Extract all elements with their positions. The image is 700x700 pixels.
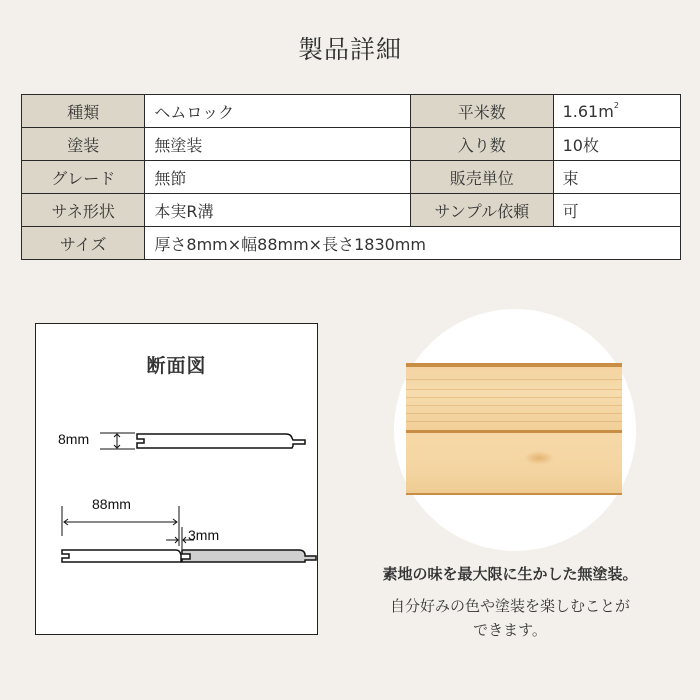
table-row xyxy=(22,95,681,128)
value-cell: 本実R溝 xyxy=(145,194,411,227)
value-cell: 10枚 xyxy=(553,128,680,161)
width-label: 88mm xyxy=(92,496,131,512)
thickness-label: 8mm xyxy=(58,431,90,447)
cross-section-drawing xyxy=(36,324,319,636)
value-cell: 束 xyxy=(553,161,680,194)
area-value: 1.61m xyxy=(562,102,614,121)
value-cell: 厚さ8mm×幅88mm×長さ1830mm xyxy=(145,227,681,260)
wood-board-top xyxy=(406,367,622,430)
board-profile xyxy=(137,434,305,448)
wood-panel-photo xyxy=(406,363,622,495)
label-cell: 入り数 xyxy=(411,128,554,161)
page-title: 製品詳細 xyxy=(297,35,402,64)
label-cell: 塗装 xyxy=(22,128,145,161)
wood-knot xyxy=(524,451,554,465)
value-cell xyxy=(553,95,680,128)
label-cell: 平米数 xyxy=(411,95,554,128)
label-cell: 販売単位 xyxy=(411,161,554,194)
value-cell: 可 xyxy=(553,194,680,227)
value-cell: ヘムロック xyxy=(145,95,411,128)
groove-line xyxy=(406,493,622,495)
label-cell: グレード xyxy=(22,161,145,194)
diagram-title: 断面図 xyxy=(146,355,207,377)
board-right xyxy=(182,550,316,562)
value-cell: 無節 xyxy=(145,161,411,194)
spec-table xyxy=(21,94,681,260)
table-row-size xyxy=(22,227,681,260)
caption-body xyxy=(340,594,680,642)
caption-line-2: できます。 xyxy=(473,621,547,639)
table-row xyxy=(22,194,681,227)
gap-label: 3mm xyxy=(188,527,220,543)
wood-board-bottom xyxy=(406,433,622,495)
cross-section-diagram xyxy=(35,323,318,635)
caption-headline: 素地の味を最大限に生かした無塗装。 xyxy=(382,565,638,583)
board-left xyxy=(62,550,181,562)
label-cell: 種類 xyxy=(22,95,145,128)
label-cell: サイズ xyxy=(22,227,145,260)
caption-line-1: 自分好みの色や塗装を楽しむことが xyxy=(389,597,630,615)
label-cell: サンプル依頼 xyxy=(411,194,554,227)
area-superscript: 2 xyxy=(613,101,619,110)
value-cell: 無塗装 xyxy=(145,128,411,161)
table-row xyxy=(22,128,681,161)
label-cell: サネ形状 xyxy=(22,194,145,227)
table-row xyxy=(22,161,681,194)
